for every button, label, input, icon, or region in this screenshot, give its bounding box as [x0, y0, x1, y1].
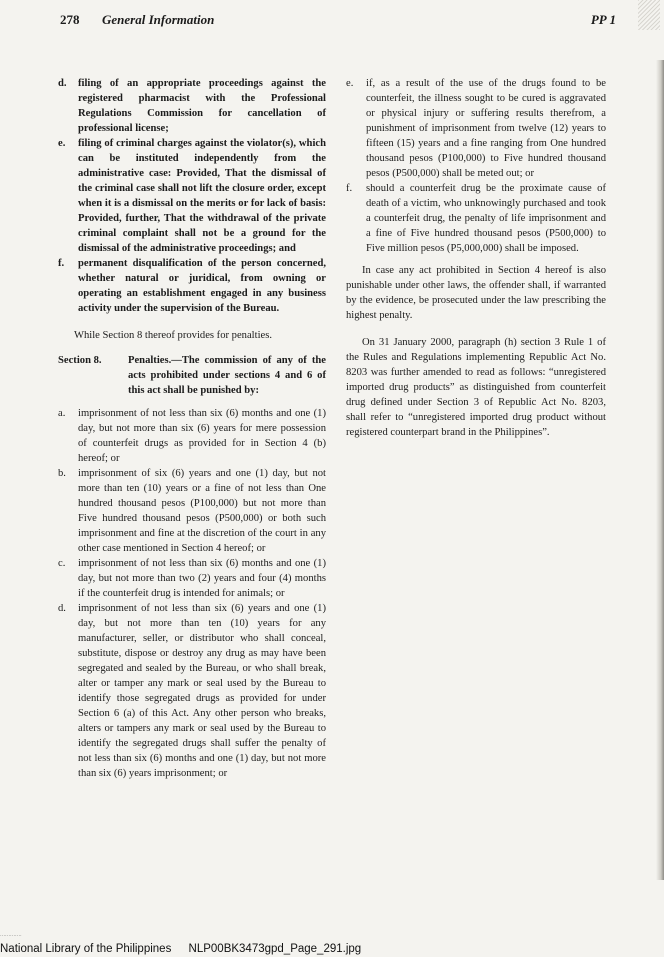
- header-right-label: PP 1: [590, 12, 616, 27]
- left-column: [58, 76, 326, 781]
- section-heading: [58, 353, 326, 398]
- list-item-label: d.: [58, 603, 66, 614]
- list-item-text: should a counterfeit drug be the proximate cause of death of a victim, who unknowingly purchased and took a counterfeit drug, the penalty of life imprisonment and a fine of Five hundred thousand pesos (P500,000) to Five million pesos (P5,000,000) shall be imposed.: [366, 183, 606, 254]
- section-text: Penalties.—The commission of any of the acts prohibited under sections 4 and 6 of this act shall be punished by:: [128, 355, 326, 396]
- page-number: 278: [60, 12, 80, 27]
- list-item-label: b.: [58, 468, 66, 479]
- list-item-text: if, as a result of the use of the drugs found to be counterfeit, the illness sought to be cured is aggravated or physical injury or suffering results therefrom, a punishment of imprisonment from twelve (12) years to fifteen (15) years and a fine ranging from One hundred thousand pesos (P100,000) to Five hundred thousand pesos (P500,000) shall be meted out; or: [366, 78, 606, 179]
- list-item: [58, 556, 326, 601]
- page-edge-shadow: [656, 60, 664, 880]
- list-item-label: e.: [346, 78, 354, 89]
- list-item: [58, 466, 326, 556]
- body-paragraph: In case any act prohibited in Section 4 hereof is also punishable under other laws, the offender shall, if warranted by the evidence, be prosecuted under the law prescribing the highest penalty.: [346, 265, 606, 321]
- list-item-label: c.: [58, 558, 66, 569]
- list-item: [58, 256, 326, 316]
- list-item: [58, 136, 326, 256]
- list-item-text: permanent disqualification of the person concerned, whether natural or juridical, from owning or operating an establishment engaged in any business activity under the supervision of the Bureau.: [78, 258, 326, 314]
- list-item-text: filing of criminal charges against the violator(s), which can be instituted independently from the administrative case: Provided, That the dismissal of the criminal case shall not lift the closure order, except when it is a dismissal on the merits or for lack of basis: Provided, further, That the withdrawal of the private criminal complaint shall not be a ground for the dismissal of the administrative proceedings; and: [78, 138, 326, 254]
- list-item: [346, 181, 606, 256]
- list-item-text: imprisonment of not less than six (6) months and one (1) day, but not more than two (2) years and four (4) months if the counterfeit drug is intended for animals; or: [78, 558, 326, 599]
- header-title: General Information: [102, 12, 215, 27]
- list-item-label: a.: [58, 408, 66, 419]
- scan-footer: [0, 943, 375, 955]
- file-name: NLP00BK3473gpd_Page_291.jpg: [188, 943, 362, 955]
- list-item-label: f.: [58, 258, 65, 269]
- list-item: [58, 601, 326, 781]
- body-paragraph: On 31 January 2000, paragraph (h) section 3 Rule 1 of the Rules and Regulations implementing Republic Act No. 8203 was further amended to read as follows: “unregistered imported drug products” as distinguished from counterfeit drug defined under Section 3 of Republic Act No. 8203, shall refer to “unregistered imported drug product without registered counterpart brand in the Philippines”.: [346, 337, 606, 438]
- list-item: [58, 406, 326, 466]
- list-item-text: imprisonment of six (6) years and one (1) day, but not more than ten (10) years or a fine of not less than One hundred thousand pesos (P100,000) but not more than Five hundred thousand pesos (P500,000) or both such imprisonment and fine at the discretion of the court in any other case mentioned in Section 4 hereof; or: [78, 468, 326, 554]
- running-header: [60, 12, 616, 30]
- section-label: Section 8.: [58, 355, 102, 366]
- list-item-text: imprisonment of not less than six (6) years and one (1) day, but not more than ten (10) years for any manufacturer, seller, or distributor who shall conceal, substitute, dispose or destroy any drug as may have been segregated and sealed by the Bureau, or who shall break, alter or tamper any mark or seal used by the Bureau to identify those segregated drugs as provided for under Section 6 (a) of this Act. Any other person who breaks, alters or tampers any mark or seal used by the Bureau to identify the segregated drugs shall suffer the penalty of not less than six (6) months and one (1) day, but not more than six (6) years imprisonment; or: [78, 603, 326, 779]
- while-paragraph: While Section 8 thereof provides for penalties.: [74, 330, 272, 341]
- list-item-label: d.: [58, 78, 67, 89]
- list-item: [58, 76, 326, 136]
- list-item-label: f.: [346, 183, 353, 194]
- library-name: National Library of the Philippines: [0, 943, 172, 955]
- right-column: [346, 76, 606, 440]
- list-item-text: filing of an appropriate proceedings against the registered pharmacist with the Professional Regulations Commission for cancellation of professional license;: [78, 78, 326, 134]
- list-item-text: imprisonment of not less than six (6) months and one (1) day, but not more than six (6) years for mere possession of counterfeit drugs as provided for in Section 4 (b) hereof; or: [78, 408, 326, 464]
- scan-strip: ·············: [0, 933, 22, 939]
- scan-corner-mark: [638, 0, 660, 30]
- list-item-label: e.: [58, 138, 66, 149]
- list-item: [346, 76, 606, 181]
